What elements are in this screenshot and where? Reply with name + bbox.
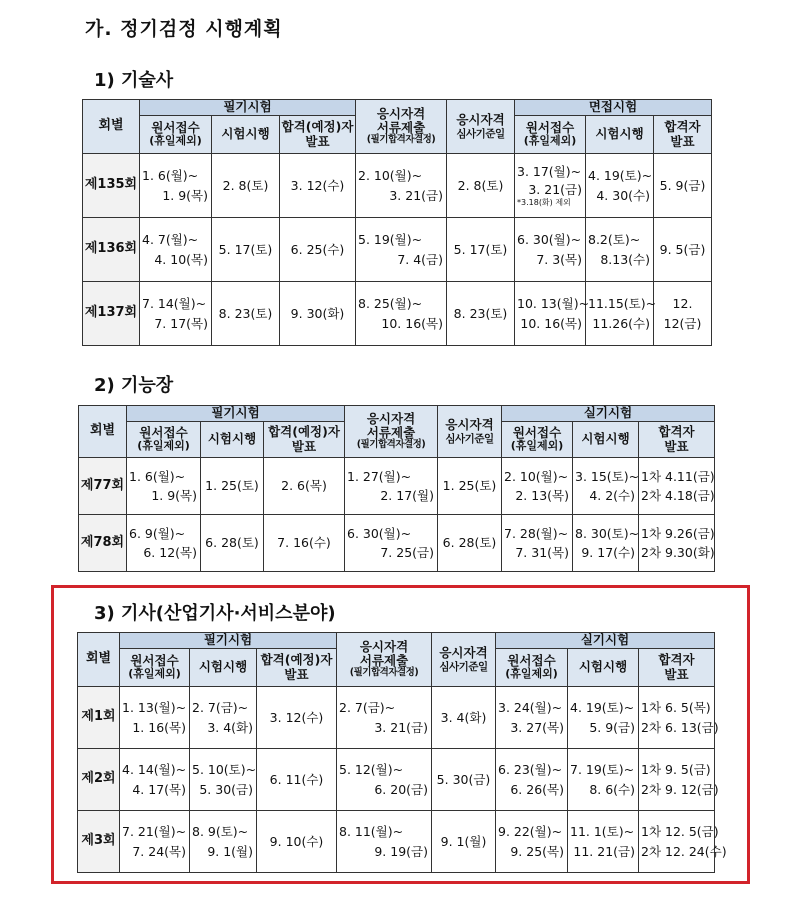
interview-result-cell: 5. 9(금): [654, 154, 712, 218]
review-cell: 9. 1(월): [432, 811, 496, 873]
practical-exam-cell: 7. 19(토)~ 8. 6(수): [568, 749, 639, 811]
application-cell: 4. 14(월)~ 4. 17(목): [120, 749, 190, 811]
round-cell: 제2회: [78, 749, 120, 811]
application-cell: 7. 21(월)~ 7. 24(목): [120, 811, 190, 873]
header-document-submission: 응시자격 서류제출 (필기합격자결정): [337, 633, 432, 687]
table-row: [83, 154, 712, 218]
application-cell: 7. 14(월)~ 7. 17(목): [140, 282, 212, 346]
practical-result-cell: 1차 9.26(금) 2차 9.30(화): [639, 515, 715, 572]
header-practical-exam: 실기시험: [496, 633, 715, 649]
application-cell: 1. 6(월)~ 1. 9(목): [140, 154, 212, 218]
exam-cell: 2. 8(토): [212, 154, 280, 218]
header-result: 합격(예정)자 발표: [257, 649, 337, 687]
application-cell: 4. 7(월)~ 4. 10(목): [140, 218, 212, 282]
practical-exam-cell: 11. 1(토)~ 11. 21(금): [568, 811, 639, 873]
documents-cell: 5. 19(월)~ 7. 4(금): [356, 218, 447, 282]
practical-application-cell: 3. 24(월)~ 3. 27(목): [496, 687, 568, 749]
review-cell: 1. 25(토): [438, 458, 502, 515]
practical-exam-cell: 8. 30(토)~ 9. 17(수): [573, 515, 639, 572]
section-title-master-craftsman: 2) 기능장: [94, 375, 174, 396]
table-row: [78, 687, 715, 749]
table-row: [83, 218, 712, 282]
review-cell: 5. 30(금): [432, 749, 496, 811]
practical-application-cell: 7. 28(월)~ 7. 31(목): [502, 515, 573, 572]
interview-result-cell: 12. 12(금): [654, 282, 712, 346]
exam-cell: 8. 23(토): [212, 282, 280, 346]
round-cell: 제77회: [79, 458, 127, 515]
header-practical-exam: 실기시험: [502, 406, 715, 422]
practical-result-cell: 1차 6. 5(목) 2차 6. 13(금): [639, 687, 715, 749]
practical-application-cell: 2. 10(월)~ 2. 13(목): [502, 458, 573, 515]
interview-application-cell: 3. 17(월)~ 3. 21(금) *3.18(화) 제외: [515, 154, 586, 218]
interview-application-cell: 10. 13(월)~ 10. 16(목): [515, 282, 586, 346]
header-interview-exam-date: 시험시행: [586, 116, 654, 154]
header-application: 원서접수 (휴일제외): [127, 422, 201, 458]
practical-exam-cell: 4. 19(토)~ 5. 9(금): [568, 687, 639, 749]
schedule-table-engineer: [77, 632, 727, 873]
result-cell: 7. 16(수): [264, 515, 345, 572]
header-written-exam: 필기시험: [120, 633, 337, 649]
header-interview-result: 합격자 발표: [654, 116, 712, 154]
header-interview-exam: 면접시험: [515, 100, 712, 116]
table-row: [78, 749, 715, 811]
table-row: [79, 515, 715, 572]
documents-cell: 8. 25(월)~ 10. 16(목): [356, 282, 447, 346]
header-exam-date: 시험시행: [190, 649, 257, 687]
review-cell: 5. 17(토): [447, 218, 515, 282]
application-cell: 1. 13(월)~ 1. 16(목): [120, 687, 190, 749]
practical-exam-cell: 3. 15(토)~ 4. 2(수): [573, 458, 639, 515]
application-cell: 1. 6(월)~ 1. 9(목): [127, 458, 201, 515]
documents-cell: 2. 7(금)~ 3. 21(금): [337, 687, 432, 749]
section-title-professional-engineer: 1) 기술사: [94, 70, 174, 91]
header-eligibility-review: 응시자격 심사기준일: [432, 633, 496, 687]
header-result: 합격(예정)자 발표: [264, 422, 345, 458]
schedule-table-professional-engineer: [82, 99, 712, 346]
header-round: 회별: [79, 406, 127, 458]
result-cell: 6. 11(수): [257, 749, 337, 811]
header-round: 회별: [83, 100, 140, 154]
result-cell: 3. 12(수): [280, 154, 356, 218]
header-written-exam: 필기시험: [127, 406, 345, 422]
round-cell: 제1회: [78, 687, 120, 749]
exam-cell: 8. 9(토)~ 9. 1(월): [190, 811, 257, 873]
interview-application-cell: 6. 30(월)~ 7. 3(목): [515, 218, 586, 282]
schedule-table-master-craftsman: [78, 405, 715, 572]
header-written-exam: 필기시험: [140, 100, 356, 116]
practical-result-cell: 1차 12. 5(금) 2차 12. 24(수): [639, 811, 715, 873]
documents-cell: 8. 11(월)~ 9. 19(금): [337, 811, 432, 873]
review-cell: 2. 8(토): [447, 154, 515, 218]
header-exam-date: 시험시행: [212, 116, 280, 154]
header-eligibility-review: 응시자격 심사기준일: [438, 406, 502, 458]
interview-exam-cell: 11.15(토)~ 11.26(수): [586, 282, 654, 346]
header-practical-result: 합격자 발표: [639, 649, 715, 687]
header-interview-application: 원서접수 (휴일제외): [515, 116, 586, 154]
exam-cell: 5. 10(토)~ 5. 30(금): [190, 749, 257, 811]
header-result: 합격(예정)자 발표: [280, 116, 356, 154]
header-practical-exam-date: 시험시행: [573, 422, 639, 458]
review-cell: 3. 4(화): [432, 687, 496, 749]
documents-cell: 5. 12(월)~ 6. 20(금): [337, 749, 432, 811]
exam-cell: 6. 28(토): [201, 515, 264, 572]
documents-cell: 6. 30(월)~ 7. 25(금): [345, 515, 438, 572]
round-cell: 제78회: [79, 515, 127, 572]
header-application: 원서접수 (휴일제외): [140, 116, 212, 154]
round-cell: 제137회: [83, 282, 140, 346]
header-practical-exam-date: 시험시행: [568, 649, 639, 687]
application-cell: 6. 9(월)~ 6. 12(목): [127, 515, 201, 572]
round-cell: 제136회: [83, 218, 140, 282]
result-cell: 9. 10(수): [257, 811, 337, 873]
review-cell: 6. 28(토): [438, 515, 502, 572]
header-round: 회별: [78, 633, 120, 687]
practical-application-cell: 9. 22(월)~ 9. 25(목): [496, 811, 568, 873]
practical-application-cell: 6. 23(월)~ 6. 26(목): [496, 749, 568, 811]
header-practical-application: 원서접수 (휴일제외): [496, 649, 568, 687]
table-row: [78, 811, 715, 873]
exam-cell: 1. 25(토): [201, 458, 264, 515]
header-practical-application: 원서접수 (휴일제외): [502, 422, 573, 458]
result-cell: 2. 6(목): [264, 458, 345, 515]
exam-cell: 2. 7(금)~ 3. 4(화): [190, 687, 257, 749]
section-title-engineer: 3) 기사(산업기사·서비스분야): [94, 603, 336, 624]
header-document-submission: 응시자격 서류제출 (필기합격자결정): [356, 100, 447, 154]
practical-result-cell: 1차 9. 5(금) 2차 9. 12(금): [639, 749, 715, 811]
result-cell: 6. 25(수): [280, 218, 356, 282]
header-exam-date: 시험시행: [201, 422, 264, 458]
interview-exam-cell: 8.2(토)~ 8.13(수): [586, 218, 654, 282]
header-practical-result: 합격자 발표: [639, 422, 715, 458]
page-title: 가. 정기검정 시행계획: [85, 18, 283, 40]
practical-result-cell: 1차 4.11(금) 2차 4.18(금): [639, 458, 715, 515]
round-cell: 제3회: [78, 811, 120, 873]
result-cell: 3. 12(수): [257, 687, 337, 749]
documents-cell: 1. 27(월)~ 2. 17(월): [345, 458, 438, 515]
header-application: 원서접수 (휴일제외): [120, 649, 190, 687]
exam-cell: 5. 17(토): [212, 218, 280, 282]
table-row: [79, 458, 715, 515]
review-cell: 8. 23(토): [447, 282, 515, 346]
documents-cell: 2. 10(월)~ 3. 21(금): [356, 154, 447, 218]
interview-result-cell: 9. 5(금): [654, 218, 712, 282]
table-row: [83, 282, 712, 346]
interview-exam-cell: 4. 19(토)~ 4. 30(수): [586, 154, 654, 218]
header-document-submission: 응시자격 서류제출 (필기합격자결정): [345, 406, 438, 458]
result-cell: 9. 30(화): [280, 282, 356, 346]
round-cell: 제135회: [83, 154, 140, 218]
header-eligibility-review: 응시자격 심사기준일: [447, 100, 515, 154]
